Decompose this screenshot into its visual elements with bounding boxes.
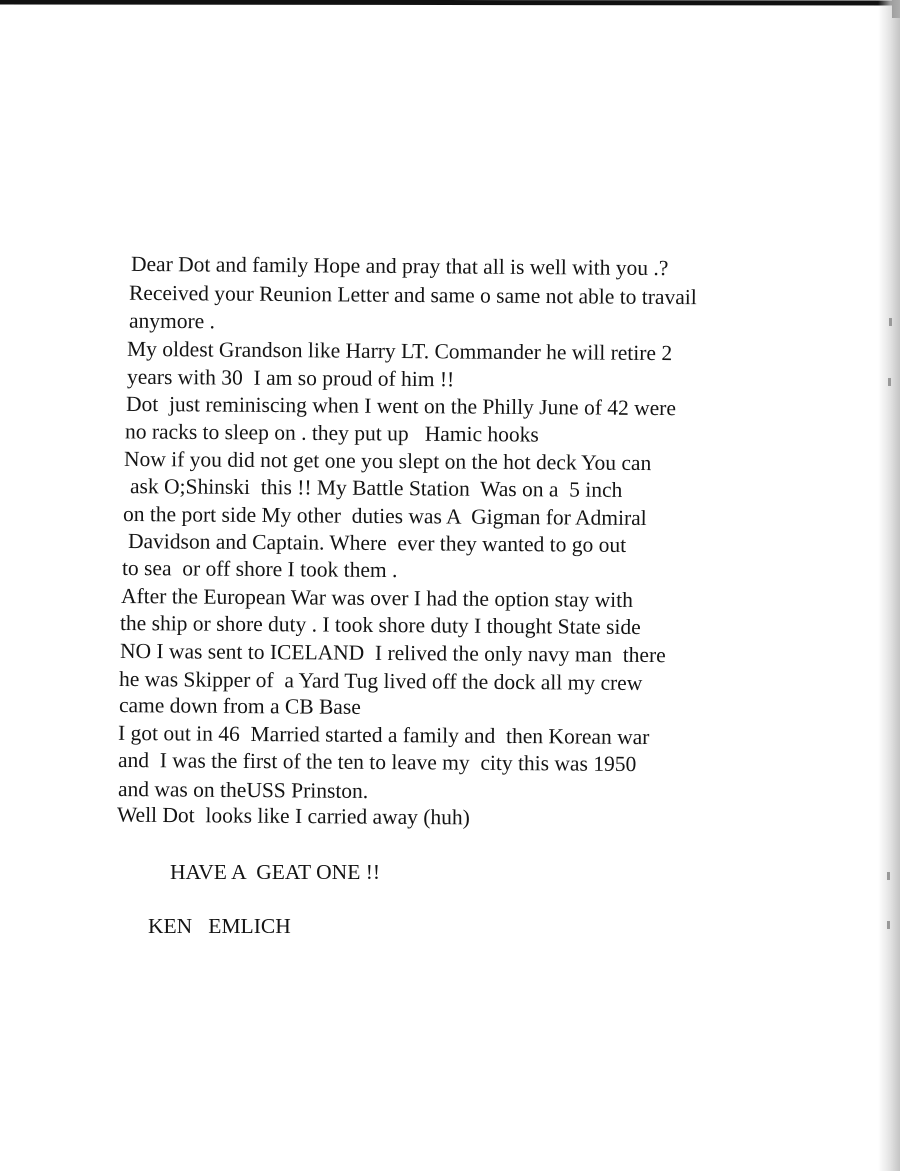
letter-line: he was Skipper of a Yard Tug lived off the dock all my crew [118, 666, 643, 696]
right-edge-shadow [878, 0, 900, 1171]
letter-line: anymore . [128, 308, 216, 334]
letter-line: and was on theUSS Prinston. [117, 777, 369, 803]
letter-line: Now if you did not get one you slept on the hot deck You can [123, 446, 652, 476]
letter-line: to sea or off shore I took them . [121, 555, 398, 583]
letter-line: no racks to sleep on . they put up Hamic hooks [124, 419, 539, 447]
letter-line: years with 30 I am so proud of him !! [126, 364, 455, 392]
letter-line: Davidson and Captain. Where ever they wanted to go out [127, 529, 627, 557]
scan-speck [888, 378, 891, 386]
letter-line: and I was the first of the ten to leave my city this was 1950 [117, 747, 637, 777]
closing-line: HAVE A GEAT ONE !! [170, 860, 381, 884]
letter-line: Dot just reminiscing when I went on the Philly June of 42 were [125, 391, 677, 421]
scan-speck [887, 921, 890, 929]
letter-line: I got out in 46 Married started a family and then Korean war [117, 720, 650, 750]
top-edge-rule [0, 0, 893, 5]
letter-line: After the European War was over I had the option stay with [120, 583, 634, 613]
letter-line: the ship or shore duty . I took shore duty I thought State side [119, 610, 641, 640]
letter-line: ask O;Shinski this !! My Battle Station Was on a 5 inch [129, 474, 623, 502]
scan-speck [887, 872, 890, 880]
letter-line: Received your Reunion Letter and same o same not able to travail [128, 280, 697, 310]
letter-line: My oldest Grandson like Harry LT. Commander he will retire 2 [126, 336, 673, 366]
letter-line: Dear Dot and family Hope and pray that all is well with you .? [130, 251, 669, 281]
letter-line: Well Dot looks like I carried away (huh) [116, 802, 470, 830]
letter-line: came down from a CB Base [118, 693, 361, 719]
scan-speck [889, 318, 892, 326]
letter-line: NO I was sent to ICELAND I relived the only navy man there [119, 638, 666, 668]
letter-line: on the port side My other duties was A Gigman for Admiral [122, 501, 647, 531]
signature-name: KEN EMLICH [148, 914, 291, 938]
